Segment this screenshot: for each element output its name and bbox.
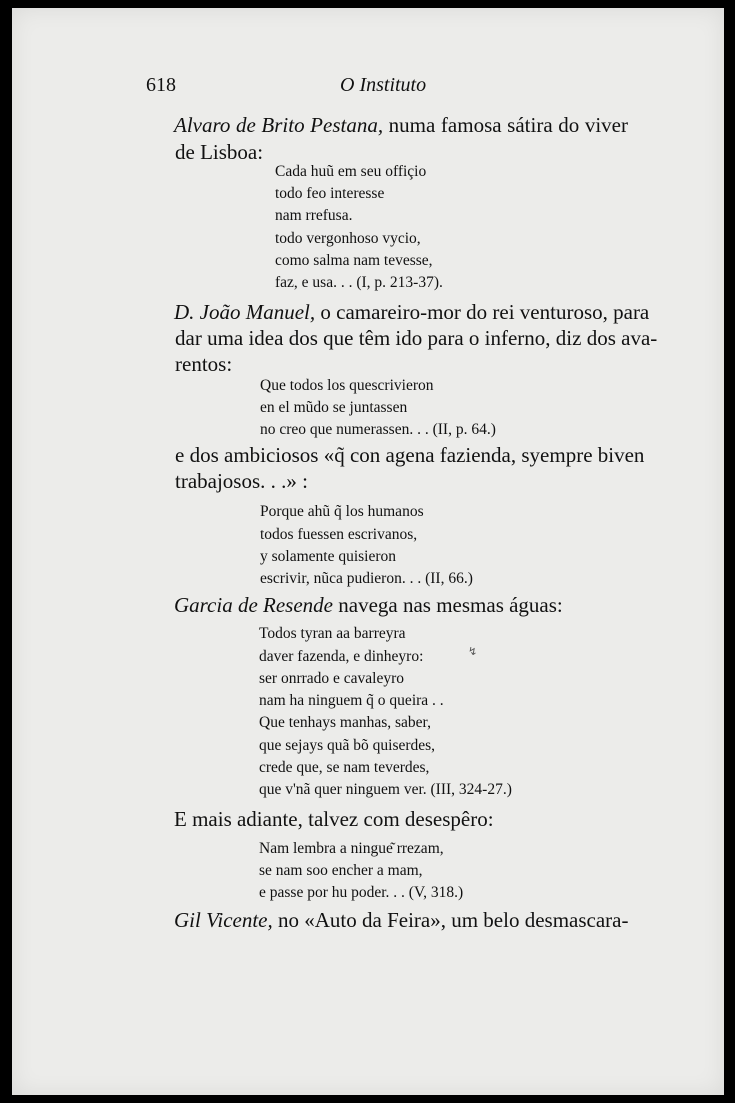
- verse-line: Cada huũ em seu offiçio: [275, 163, 427, 180]
- paragraph-line: trabajosos. . .» :: [175, 469, 308, 493]
- verse-line: todo feo interesse: [275, 185, 385, 202]
- paragraph-line: [174, 593, 563, 618]
- text-span: numa famosa sátira do viver: [383, 113, 628, 137]
- paragraph-line: e dos ambiciosos «q̃ con agena fazienda, syempre biven: [175, 443, 645, 467]
- verse-line: no creo que numerassen. . . (II, p. 64.): [260, 421, 496, 438]
- verse-line: ser onrrado e cavaleyro: [259, 670, 405, 687]
- verse-line: nam ha ninguem q̃ o queira . .: [259, 692, 444, 709]
- verse-line: como salma nam tevesse,: [275, 252, 433, 269]
- author-name: D. João Manuel,: [174, 300, 316, 324]
- verse-line: en el mũdo se juntassen: [260, 399, 408, 416]
- author-name: Garcia de Resende: [174, 593, 333, 617]
- verse-line: faz, e usa. . . (I, p. 213-37).: [275, 274, 443, 291]
- paragraph-line: de Lisboa:: [175, 140, 264, 164]
- verse-line: se nam soo encher a mam,: [259, 862, 423, 879]
- verse-line: y solamente quisieron: [260, 548, 397, 565]
- verse-line: que sejays quã bõ quiserdes,: [259, 737, 436, 754]
- running-title: O Instituto: [340, 74, 427, 96]
- text-span: no «Auto da Feira», um belo desmascara-: [272, 908, 629, 932]
- author-name: Alvaro de Brito Pestana,: [174, 113, 384, 137]
- verse-line: daver fazenda, e dinheyro:: [259, 648, 424, 665]
- verse-line: Que tenhays manhas, saber,: [259, 714, 431, 731]
- verse-line: Todos tyran aa barreyra: [259, 625, 406, 642]
- page-number: 618: [146, 74, 176, 96]
- paragraph-line: [174, 113, 628, 138]
- verse-line: Porque ahũ q̃ los humanos: [260, 503, 424, 520]
- verse-line: crede que, se nam teverdes,: [259, 759, 430, 776]
- paragraph-line: E mais adiante, talvez com desespêro:: [174, 807, 494, 831]
- verse-line: Nam lembra a ningue͂ rrezam,: [259, 840, 444, 857]
- pencil-mark: ↯: [468, 645, 478, 658]
- verse-line: todos fuessen escrivanos,: [260, 526, 418, 543]
- verse-line: Que todos los quescrivieron: [260, 377, 434, 394]
- verse-line: e passe por hu poder. . . (V, 318.): [259, 884, 464, 901]
- verse-line: todo vergonhoso vycio,: [275, 230, 421, 247]
- paragraph-line: dar uma idea dos que têm ido para o inferno, diz dos ava-: [175, 326, 658, 350]
- book-page: [12, 8, 724, 1095]
- paragraph-line: [174, 908, 628, 933]
- paragraph-line: [174, 300, 650, 325]
- verse-line: escrivir, nũca pudieron. . . (II, 66.): [260, 570, 473, 587]
- verse-line: que v'nã quer ninguem ver. (III, 324-27.): [259, 781, 512, 798]
- paragraph-line: rentos:: [175, 352, 233, 376]
- text-span: navega nas mesmas águas:: [333, 593, 563, 617]
- verse-line: nam rrefusa.: [275, 207, 353, 224]
- text-span: o camareiro-mor do rei venturoso, para: [315, 300, 650, 324]
- author-name: Gil Vicente,: [174, 908, 273, 932]
